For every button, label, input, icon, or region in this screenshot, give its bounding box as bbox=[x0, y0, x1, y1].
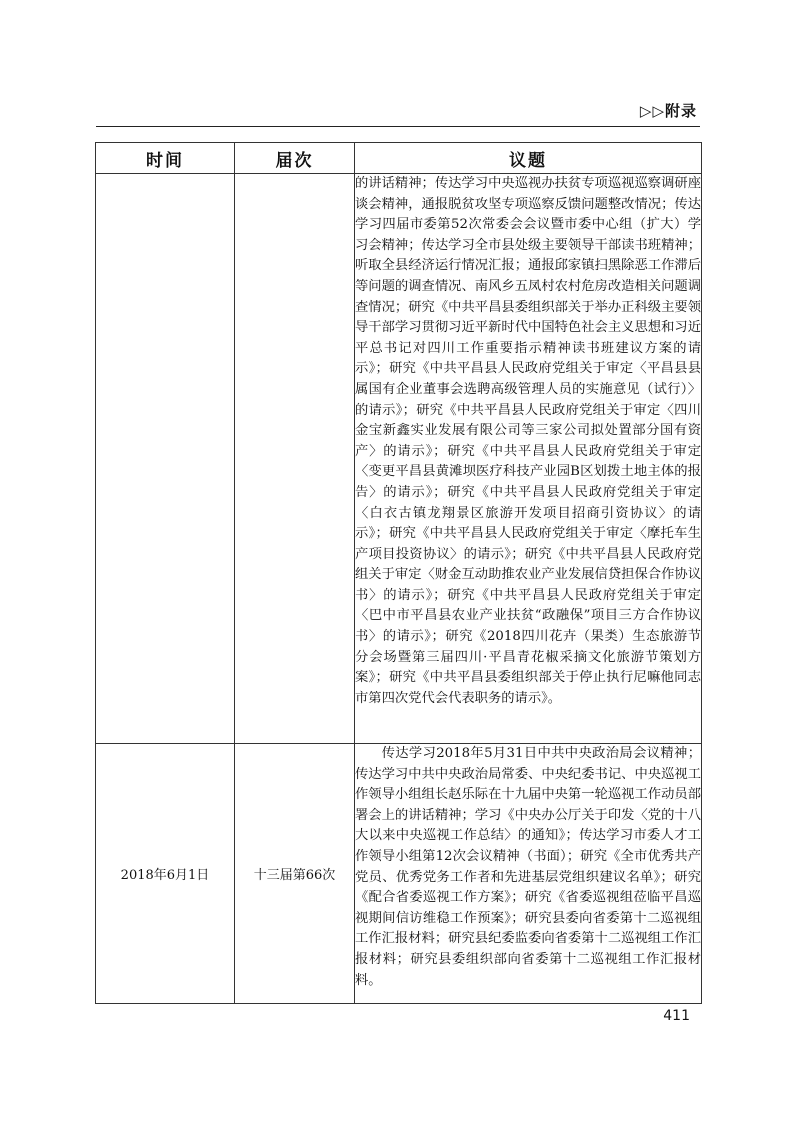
section-header: ▷▷附录 bbox=[639, 102, 697, 120]
appendix-table bbox=[95, 142, 702, 1004]
time-cell: 2018年6月1日 bbox=[96, 744, 235, 1004]
topic-cell: 的讲话精神；传达学习中央巡视办扶贫专项巡视巡察调研座谈会精神，通报脱贫攻坚专项巡察反馈问题整改情况；传达学习四届市委第52次常委会会议暨市委中心组（扩大）学习会精神；传达学习全市县处级主要领导干部读书班精神；听取全县经济运行情况汇报；通报邱家镇扫黑除恶工作滞后等问题的调查情况、南风乡五凤村农村危房改造相关问题调查情况；研究《中共平昌县委组织部关于举办正科级主要领导干部学习贯彻习近平新时代中国特色社会主义思想和习近平总书记对四川工作重要指示精神读书班建议方案的请示》；研究《中共平昌县人民政府党组关于审定〈平昌县县属国有企业董事会选聘高级管理人员的实施意见（试行）〉的请示》；研究《中共平昌县人民政府党组关于审定〈四川金宝新鑫实业发展有限公司等三家公司拟处置部分国有资产〉的请示》；研究《中共平昌县人民政府党组关于审定〈变更平昌县黄滩坝医疗科技产业园B区划拨土地主体的报告〉的请示》；研究《中共平昌县人民政府党组关于审定〈白衣古镇龙翔景区旅游开发项目招商引资协议〉的请示》；研究《中共平昌县人民政府党组关于审定〈摩托车生产项目投资协议〉的请示》；研究《中共平昌县人民政府党组关于审定〈财金互动助推农业产业发展信贷担保合作协议书〉的请示》；研究《中共平昌县人民政府党组关于审定〈巴中市平昌县农业产业扶贫“政融保”项目三方合作协议书〉的请示》；研究《2018四川花卉（果类）生态旅游节分会场暨第三届四川·平昌青花椒采摘文化旅游节策划方案》；研究《中共平昌县委组织部关于停止执行尼嘛他同志市第四次党代会代表职务的请示》。 bbox=[355, 174, 702, 744]
topic-cell: 传达学习2018年5月31日中共中央政治局会议精神；传达学习中共中央政治局常委、中央纪委书记、中央巡视工作领导小组组长赵乐际在十九届中央第一轮巡视工作动员部署会上的讲话精神；学习《中央办公厅关于印发〈党的十八大以来中央巡视工作总结〉的通知》；传达学习市委人才工作领导小组第12次会议精神（书面）；研究《全市优秀共产党员、优秀党务工作者和先进基层党组织建议名单》；研究《配合省委巡视工作方案》；研究《省委巡视组莅临平昌巡视期间信访维稳工作预案》；研究县委向省委第十二巡视组工作汇报材料；研究县纪委监委向省委第十二巡视组工作汇报材料；研究县委组织部向省委第十二巡视组工作汇报材料。 bbox=[355, 744, 702, 1004]
table-row bbox=[96, 174, 702, 744]
column-header-time: 时间 bbox=[96, 143, 235, 174]
session-cell: 十三届第66次 bbox=[235, 744, 355, 1004]
session-cell bbox=[235, 174, 355, 744]
page-number: 411 bbox=[663, 1008, 690, 1024]
header-divider bbox=[96, 126, 700, 127]
column-header-session: 届次 bbox=[235, 143, 355, 174]
table-header-row bbox=[96, 143, 702, 174]
time-cell bbox=[96, 174, 235, 744]
table-row bbox=[96, 744, 702, 1004]
column-header-topic: 议题 bbox=[355, 143, 702, 174]
